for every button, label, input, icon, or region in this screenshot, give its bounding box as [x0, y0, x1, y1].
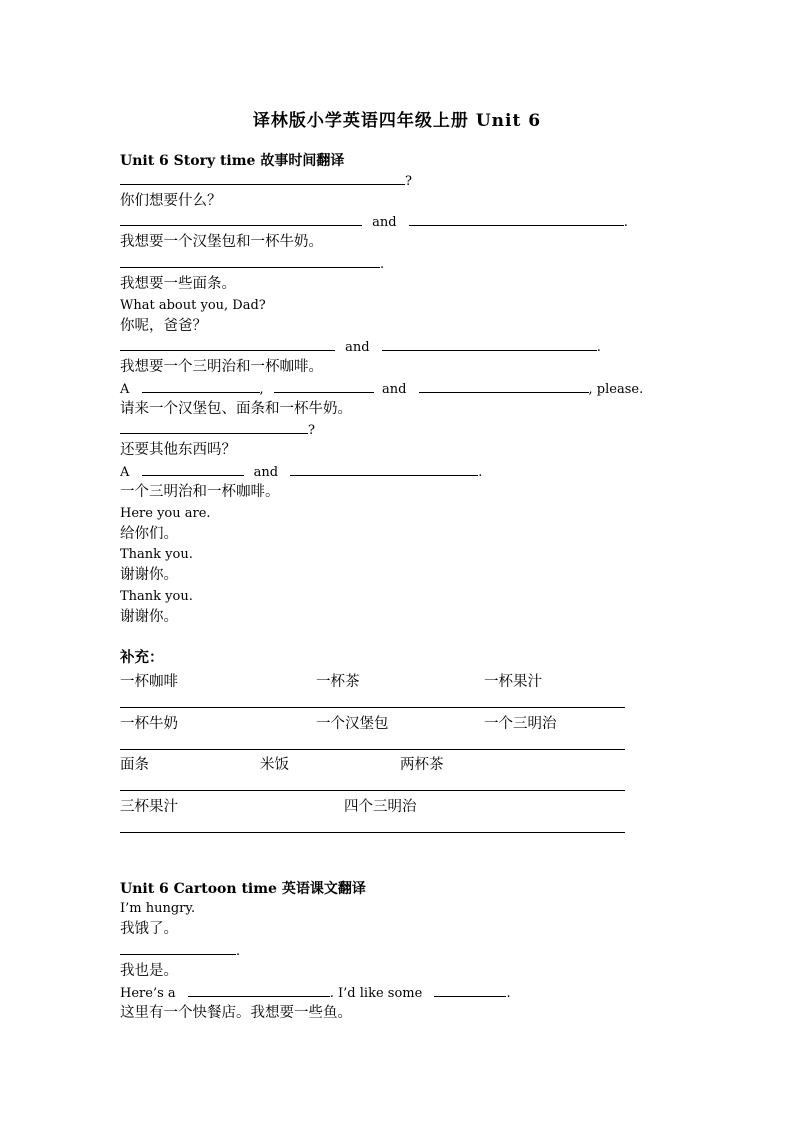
story-line-1: ? [120, 171, 412, 191]
story-zh-6: 请来一个汉堡包、面条和一杯牛奶。 [120, 401, 352, 417]
answer-blank[interactable] [142, 462, 244, 476]
story-en-4: What about you, Dad? [120, 298, 266, 313]
vocab-item: 米饭 [260, 757, 289, 773]
vocab-item: 两杯茶 [400, 757, 444, 773]
answer-blank[interactable] [409, 212, 624, 226]
answer-rule[interactable] [120, 832, 625, 833]
answer-rule[interactable] [120, 707, 625, 708]
cartoon-line-2: . [120, 941, 240, 961]
cartoon-zh-2: 我也是。 [120, 963, 178, 979]
answer-blank[interactable] [142, 379, 260, 393]
vocab-item: 一杯牛奶 [120, 716, 178, 732]
story-line-7: ? [120, 420, 315, 440]
story-line-3: . [120, 254, 384, 274]
vocab-item: 四个三明治 [344, 799, 417, 815]
cartoon-en-1: I’m hungry. [120, 901, 196, 916]
story-zh-7: 还要其他东西吗？ [120, 442, 236, 458]
answer-blank[interactable] [120, 941, 236, 955]
story-zh-4: 你呢，爸爸？ [120, 318, 207, 334]
answer-blank[interactable] [434, 983, 506, 997]
answer-blank[interactable] [120, 337, 335, 351]
cartoon-zh-3: 这里有一个快餐店。我想要一些鱼。 [120, 1005, 352, 1021]
story-zh-5: 我想要一个三明治和一杯咖啡。 [120, 359, 323, 375]
cartoon-line-3: Here’s a . I’d like some . [120, 983, 511, 1003]
page-title: 译林版小学英语四年级上册 Unit 6 [252, 111, 542, 131]
story-line-8: A and . [120, 462, 482, 482]
answer-blank[interactable] [382, 337, 597, 351]
vocab-item: 一个三明治 [484, 716, 557, 732]
story-heading: Unit 6 Story time 故事时间翻译 [120, 153, 345, 169]
cartoon-heading: Unit 6 Cartoon time 英语课文翻译 [120, 881, 366, 897]
story-en-10: Thank you. [120, 547, 193, 562]
story-zh-8: 一个三明治和一杯咖啡。 [120, 484, 280, 500]
vocab-item: 三杯果汁 [120, 799, 178, 815]
story-line-6: A , and , please. [120, 379, 643, 399]
cartoon-zh-1: 我饿了。 [120, 921, 178, 937]
story-line-5: and . [120, 337, 601, 357]
story-zh-3: 我想要一些面条。 [120, 276, 236, 292]
answer-rule[interactable] [120, 790, 625, 791]
answer-rule[interactable] [120, 749, 625, 750]
story-zh-2: 我想要一个汉堡包和一杯牛奶。 [120, 234, 323, 250]
story-zh-1: 你们想要什么？ [120, 193, 222, 209]
story-line-2: and . [120, 212, 628, 232]
story-en-11: Thank you. [120, 589, 193, 604]
answer-blank[interactable] [188, 983, 330, 997]
answer-blank[interactable] [120, 254, 380, 268]
answer-blank[interactable] [419, 379, 589, 393]
vocab-item: 一杯咖啡 [120, 674, 178, 690]
answer-blank[interactable] [120, 420, 308, 434]
story-zh-9: 给你们。 [120, 526, 178, 542]
story-zh-10: 谢谢你。 [120, 567, 178, 583]
vocab-item: 一个汉堡包 [316, 716, 389, 732]
answer-blank[interactable] [290, 462, 478, 476]
vocab-item: 一杯果汁 [484, 674, 542, 690]
vocab-item: 一杯茶 [316, 674, 360, 690]
answer-blank[interactable] [274, 379, 374, 393]
answer-blank[interactable] [120, 171, 405, 185]
supplement-label: 补充： [120, 649, 164, 666]
story-zh-11: 谢谢你。 [120, 609, 178, 625]
answer-blank[interactable] [120, 212, 362, 226]
vocab-item: 面条 [120, 757, 149, 773]
story-en-9: Here you are. [120, 506, 211, 521]
